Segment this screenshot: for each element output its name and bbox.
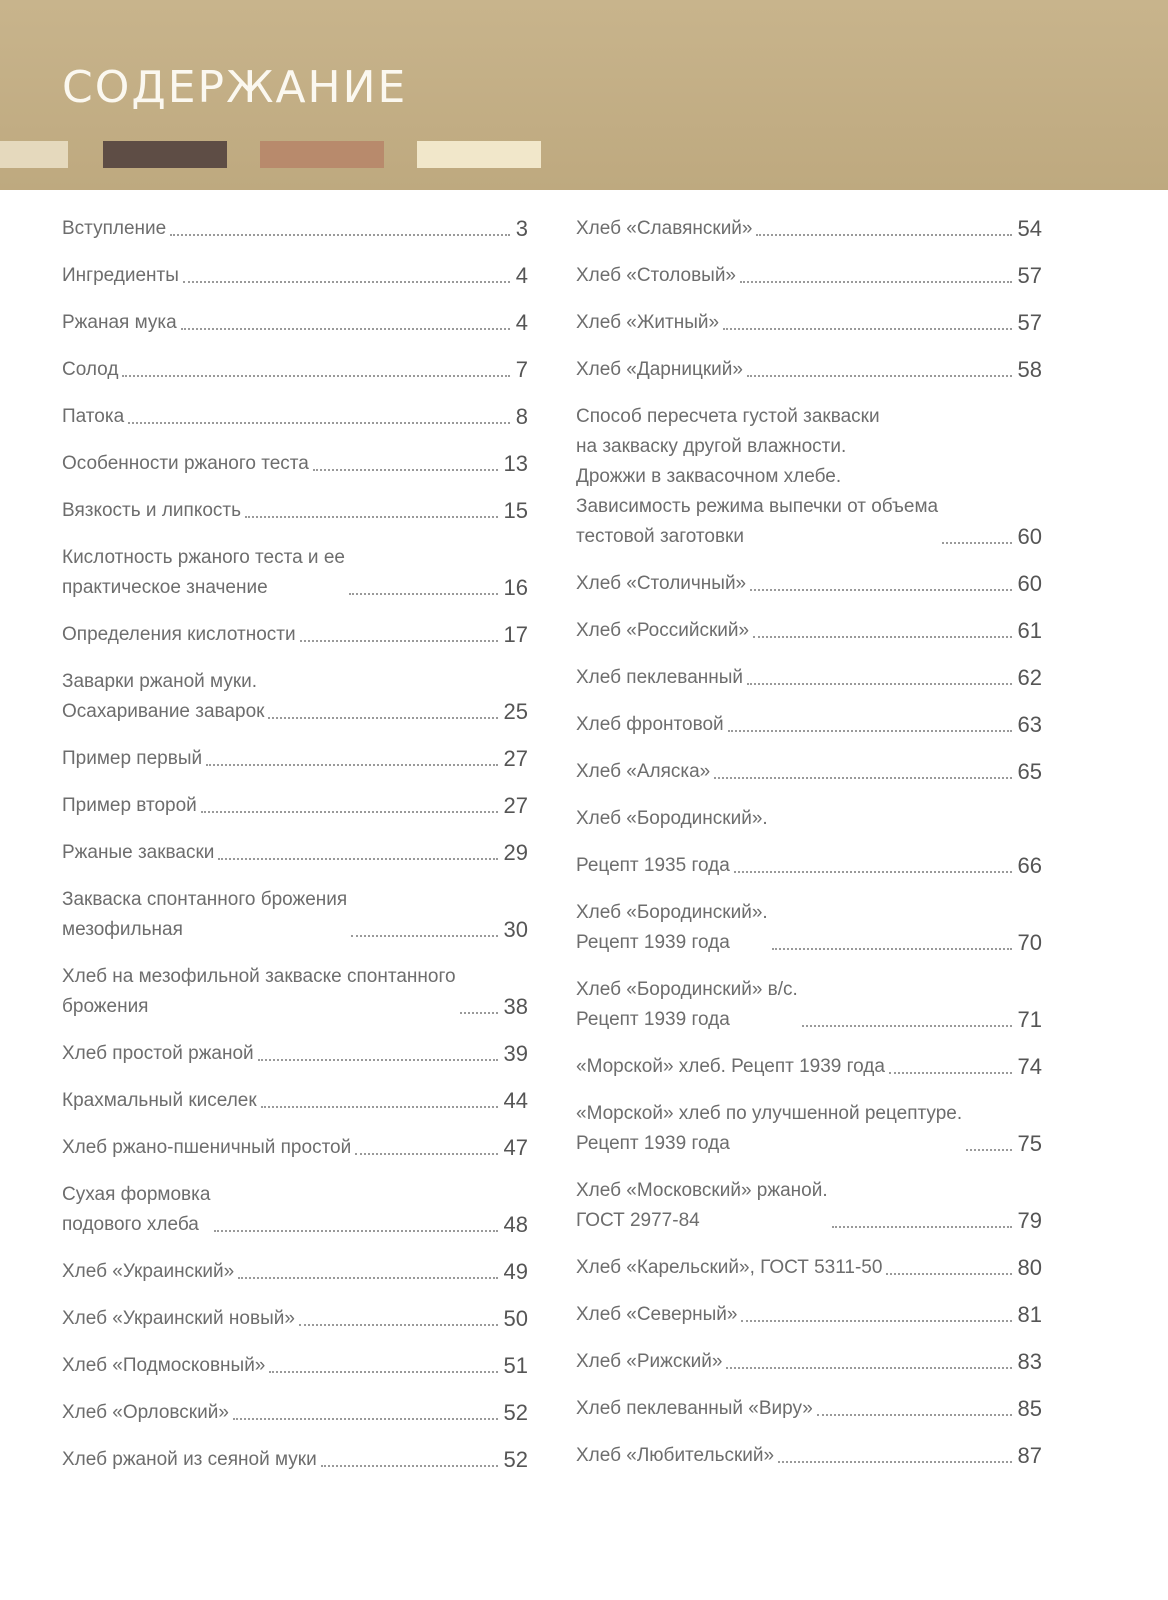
toc-entry-title: Ржаная мука (62, 312, 177, 333)
toc-dot-leader (181, 328, 510, 330)
toc-entry-title: Хлеб «Столовый» (576, 265, 736, 286)
toc-dot-leader (740, 281, 1012, 283)
toc-entry[interactable] (62, 402, 528, 432)
page-title: СОДЕРЖАНИЕ (62, 62, 408, 113)
toc-entry[interactable] (62, 1351, 528, 1381)
toc-entry-title: Хлеб на мезофильной закваске спонтанного брожения (62, 966, 456, 1017)
toc-entry[interactable] (576, 261, 1042, 291)
color-swatch-light-cream (417, 141, 541, 168)
toc-dot-leader (170, 234, 510, 236)
toc-dot-leader (128, 422, 510, 424)
toc-dot-leader (832, 1226, 1012, 1228)
toc-entry-page-number: 61 (1017, 618, 1042, 643)
toc-entry-page-number: 71 (1017, 1007, 1042, 1032)
toc-entry-page-number: 75 (1017, 1131, 1042, 1156)
toc-entry-title: Хлеб пеклеванный (576, 667, 744, 688)
toc-dot-leader (321, 1465, 498, 1467)
toc-entry-title: Определения кислотности (62, 624, 296, 645)
toc-entry[interactable] (62, 308, 528, 338)
toc-entry-page-number: 70 (1017, 930, 1042, 955)
toc-entry-title: Крахмальный киселек (62, 1090, 257, 1111)
toc-dot-leader (728, 730, 1012, 732)
toc-entry[interactable] (576, 569, 1042, 599)
toc-entry-page-number: 44 (503, 1088, 528, 1113)
toc-entry-page-number: 13 (503, 451, 528, 476)
toc-entry[interactable] (62, 496, 528, 526)
toc-dot-leader (889, 1072, 1012, 1074)
toc-entry[interactable] (62, 838, 528, 868)
toc-dot-leader (942, 542, 1011, 544)
toc-entry-title: Хлеб «Подмосковный» (62, 1355, 266, 1376)
toc-entry-page-number: 79 (1017, 1208, 1042, 1233)
toc-entry-page-number: 60 (1017, 524, 1042, 549)
toc-entry-page-number: 57 (1017, 310, 1042, 335)
toc-column-left (62, 214, 528, 1492)
toc-entry[interactable] (576, 757, 1042, 787)
toc-dot-leader (723, 328, 1011, 330)
toc-dot-leader (201, 811, 498, 813)
toc-entry[interactable] (576, 1441, 1042, 1471)
toc-entry-title: Закваска спонтанного брожения мезофильная (62, 889, 348, 940)
toc-dot-leader (300, 640, 498, 642)
toc-entry-title: Хлеб фронтовой (576, 714, 724, 735)
toc-dot-leader (206, 764, 497, 766)
toc-entry[interactable] (62, 1445, 528, 1475)
toc-entry[interactable] (62, 1086, 528, 1116)
header-band (0, 0, 1168, 190)
toc-entry-page-number: 48 (503, 1212, 528, 1237)
toc-entry[interactable] (576, 1052, 1042, 1082)
toc-dot-leader (778, 1461, 1011, 1463)
toc-entry-page-number: 50 (503, 1306, 528, 1331)
toc-dot-leader (817, 1414, 1012, 1416)
toc-entry[interactable] (576, 1176, 1042, 1236)
toc-entry[interactable] (576, 851, 1042, 881)
toc-entry-title: Хлеб «Московский» ржаной. ГОСТ 2977-84 (576, 1180, 828, 1231)
toc-entry[interactable] (62, 962, 528, 1022)
toc-entry-title: Ржаные закваски (62, 842, 215, 863)
toc-entry-page-number: 27 (503, 746, 528, 771)
toc-column-right (576, 214, 1042, 1488)
toc-entry[interactable] (62, 1133, 528, 1163)
toc-dot-leader (218, 858, 497, 860)
toc-dot-leader (750, 589, 1011, 591)
toc-dot-leader (772, 948, 1012, 950)
toc-entry[interactable] (62, 214, 528, 244)
toc-entry-page-number: 39 (503, 1041, 528, 1066)
toc-entry[interactable] (62, 1180, 528, 1240)
toc-entry-title: Рецепт 1935 года (576, 855, 730, 876)
toc-entry[interactable] (576, 1347, 1042, 1377)
toc-entry-title: Вступление (62, 218, 167, 239)
toc-entry[interactable] (62, 744, 528, 774)
toc-entry-title: «Морской» хлеб. Рецепт 1939 года (576, 1056, 885, 1077)
toc-entry[interactable] (576, 616, 1042, 646)
toc-entry-title: Хлеб пеклеванный «Виру» (576, 1398, 813, 1419)
toc-entry[interactable] (62, 355, 528, 385)
toc-entry[interactable] (62, 449, 528, 479)
toc-entry-page-number: 87 (1017, 1443, 1042, 1468)
color-swatch-terracotta (260, 141, 384, 168)
toc-entry-page-number: 54 (1017, 216, 1042, 241)
toc-entry-page-number: 52 (503, 1400, 528, 1425)
toc-entry-page-number: 62 (1017, 665, 1042, 690)
toc-entry-title: Заварки ржаной муки. Осахаривание заварок (62, 671, 265, 722)
toc-entry-title: Хлеб ржаной из сеяной муки (62, 1449, 317, 1470)
toc-entry[interactable] (576, 663, 1042, 693)
toc-entry-page-number: 80 (1017, 1255, 1042, 1280)
toc-entry[interactable] (62, 543, 528, 603)
toc-dot-leader (313, 469, 498, 471)
toc-entry[interactable] (576, 355, 1042, 385)
toc-dot-leader (268, 717, 497, 719)
toc-entry[interactable] (576, 214, 1042, 244)
toc-dot-leader (802, 1025, 1012, 1027)
toc-entry-page-number: 30 (503, 917, 528, 942)
toc-entry[interactable] (62, 620, 528, 650)
toc-entry[interactable] (62, 1039, 528, 1069)
toc-entry-title: Хлеб «Российский» (576, 620, 750, 641)
toc-entry[interactable] (576, 1300, 1042, 1330)
toc-entry[interactable] (62, 1304, 528, 1334)
toc-entry-title: Хлеб простой ржаной (62, 1043, 254, 1064)
toc-entry-page-number: 47 (503, 1135, 528, 1160)
toc-dot-leader (355, 1153, 497, 1155)
toc-entry[interactable] (62, 1398, 528, 1428)
toc-entry[interactable] (576, 402, 1042, 552)
toc-entry-page-number: 7 (515, 357, 528, 382)
toc-entry-page-number: 85 (1017, 1396, 1042, 1421)
toc-dot-leader (966, 1149, 1011, 1151)
toc-dot-leader (741, 1320, 1011, 1322)
toc-dot-leader (269, 1371, 497, 1373)
toc-dot-leader (460, 1012, 498, 1014)
toc-entry-title: Ингредиенты (62, 265, 179, 286)
toc-entry-page-number: 52 (503, 1447, 528, 1472)
toc-entry-title: Хлеб «Бородинский». Рецепт 1939 года (576, 902, 768, 953)
toc-entry-page-number: 49 (503, 1259, 528, 1284)
toc-entry[interactable] (576, 898, 1042, 958)
toc-dot-leader (214, 1230, 497, 1232)
toc-dot-leader (122, 375, 509, 377)
toc-entry-page-number: 3 (515, 216, 528, 241)
toc-entry[interactable] (576, 1253, 1042, 1283)
toc-entry-page-number: 29 (503, 840, 528, 865)
toc-entry-title: Способ пересчета густой закваски на закваску другой влажности. Дрожжи в заквасочном хлебе. Зависимость режима выпечки от объема тестовой заготовки (576, 406, 939, 547)
toc-dot-leader (734, 871, 1012, 873)
color-swatch-dark-brown (103, 141, 227, 168)
toc-dot-leader (261, 1106, 498, 1108)
toc-entry-title: Патока (62, 406, 125, 427)
toc-entry-title: Хлеб «Бородинский» в/с. Рецепт 1939 года (576, 979, 798, 1030)
toc-entry-title: Солод (62, 359, 119, 380)
toc-entry-page-number: 58 (1017, 357, 1042, 382)
toc-dot-leader (756, 234, 1011, 236)
toc-dot-leader (258, 1059, 498, 1061)
toc-entry-page-number: 66 (1017, 853, 1042, 878)
toc-entry[interactable] (576, 710, 1042, 740)
color-swatch-cream (0, 141, 68, 168)
toc-dot-leader (238, 1277, 497, 1279)
toc-entry-title: Хлеб «Дарницкий» (576, 359, 743, 380)
toc-entry[interactable] (62, 667, 528, 727)
toc-entry-page-number: 4 (515, 310, 528, 335)
toc-entry-title: Хлеб «Славянский» (576, 218, 753, 239)
toc-dot-leader (183, 281, 510, 283)
toc-entry-title: Хлеб «Бородинский». (576, 808, 768, 829)
toc-entry[interactable] (62, 261, 528, 291)
toc-dot-leader (233, 1418, 498, 1420)
toc-entry-page-number: 25 (503, 699, 528, 724)
toc-entry-title: Хлеб «Аляска» (576, 761, 711, 782)
toc-dot-leader (747, 683, 1012, 685)
toc-entry-title: «Морской» хлеб по улучшенной рецептуре. Рецепт 1939 года (576, 1103, 963, 1154)
toc-entry-page-number: 57 (1017, 263, 1042, 288)
toc-dot-leader (299, 1324, 498, 1326)
toc-dot-leader (245, 516, 498, 518)
toc-entry-title: Кислотность ржаного теста и ее практическое значение (62, 547, 345, 598)
toc-entry-title: Сухая формовка подового хлеба (62, 1184, 211, 1235)
toc-entry-title: Хлеб «Украинский новый» (62, 1308, 295, 1329)
toc-dot-leader (886, 1273, 1011, 1275)
toc-entry-page-number: 63 (1017, 712, 1042, 737)
toc-entry[interactable] (576, 975, 1042, 1035)
toc-entry[interactable] (62, 1257, 528, 1287)
toc-entry-page-number: 60 (1017, 571, 1042, 596)
toc-entry[interactable] (576, 804, 1042, 834)
toc-entry-page-number: 27 (503, 793, 528, 818)
toc-entry-title: Хлеб «Орловский» (62, 1402, 229, 1423)
toc-entry[interactable] (62, 885, 528, 945)
toc-dot-leader (747, 375, 1012, 377)
toc-entry-title: Особенности ржаного теста (62, 453, 309, 474)
toc-dot-leader (726, 1367, 1011, 1369)
toc-entry-title: Вязкость и липкость (62, 500, 242, 521)
toc-entry[interactable] (576, 1099, 1042, 1159)
toc-entry-page-number: 8 (515, 404, 528, 429)
toc-dot-leader (351, 935, 497, 937)
toc-entry-page-number: 74 (1017, 1054, 1042, 1079)
toc-entry-title: Пример второй (62, 795, 197, 816)
toc-entry-title: Хлеб «Украинский» (62, 1261, 235, 1282)
toc-entry-page-number: 51 (503, 1353, 528, 1378)
toc-entry-title: Хлеб «Карельский», ГОСТ 5311-50 (576, 1257, 883, 1278)
toc-entry-title: Хлеб «Житный» (576, 312, 720, 333)
toc-entry[interactable] (576, 1394, 1042, 1424)
toc-entry[interactable] (576, 308, 1042, 338)
toc-entry[interactable] (62, 791, 528, 821)
toc-entry-title: Хлеб «Любительский» (576, 1445, 775, 1466)
toc-entry-title: Хлеб «Северный» (576, 1304, 738, 1325)
toc-entry-title: Пример первый (62, 748, 203, 769)
toc-entry-page-number: 83 (1017, 1349, 1042, 1374)
toc-entry-page-number: 65 (1017, 759, 1042, 784)
toc-entry-title: Хлеб «Рижский» (576, 1351, 723, 1372)
toc-entry-title: Хлеб «Столичный» (576, 573, 747, 594)
toc-entry-page-number: 81 (1017, 1302, 1042, 1327)
toc-entry-title: Хлеб ржано-пшеничный простой (62, 1137, 352, 1158)
toc-entry-page-number: 17 (503, 622, 528, 647)
toc-dot-leader (349, 593, 498, 595)
toc-entry-page-number: 16 (503, 575, 528, 600)
toc-entry-page-number: 15 (503, 498, 528, 523)
toc-dot-leader (714, 777, 1011, 779)
toc-entry-page-number: 4 (515, 263, 528, 288)
toc-dot-leader (753, 636, 1011, 638)
toc-entry-page-number: 38 (503, 994, 528, 1019)
